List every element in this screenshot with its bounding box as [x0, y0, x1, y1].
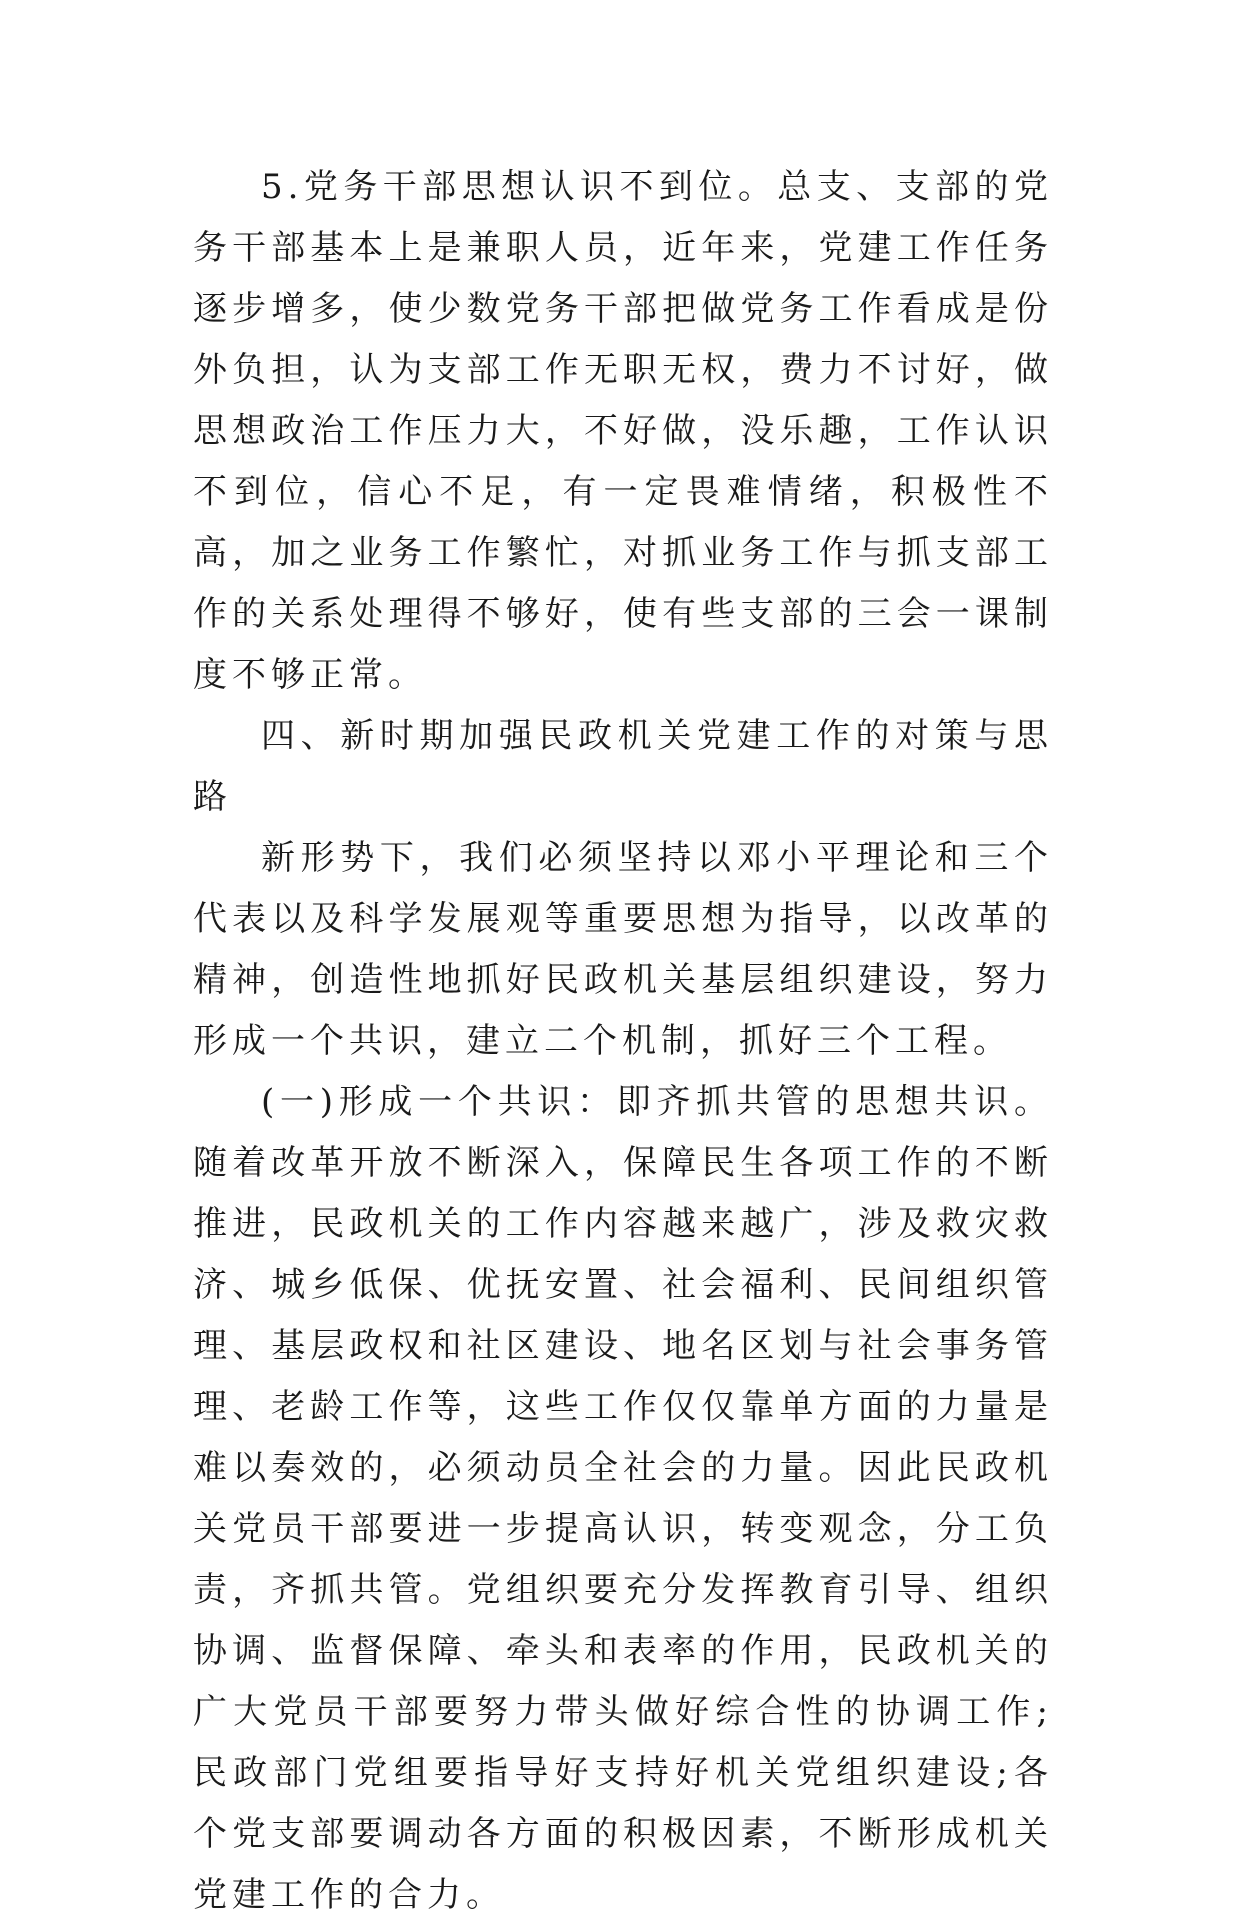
document-body [193, 157, 1053, 1926]
section-heading-four: 四、新时期加强民政机关党建工作的对策与思路 [193, 716, 1053, 817]
paragraph-party-cadre-awareness: 5.党务干部思想认识不到位。总支、支部的党务干部基本上是兼职人员，近年来，党建工作任务逐步增多，使少数党务干部把做党务工作看成是份外负担，认为支部工作无职无权，费力不讨好，做思想政治工作压力大，不好做，没乐趣，工作认识不到位，信心不足，有一定畏难情绪，积极性不高，加之业务工作繁忙，对抓业务工作与抓支部工作的关系处理得不够好，使有些支部的三会一课制度不够正常。 [193, 167, 1053, 695]
paragraph-new-situation: 新形势下，我们必须坚持以邓小平理论和三个代表以及科学发展观等重要思想为指导，以改革的精神，创造性地抓好民政机关基层组织建设，努力形成一个共识，建立二个机制，抓好三个工程。 [193, 838, 1053, 1061]
paragraph-consensus: (一)形成一个共识：即齐抓共管的思想共识。随着改革开放不断深入，保障民生各项工作的不断推进，民政机关的工作内容越来越广，涉及救灾救济、城乡低保、优抚安置、社会福利、民间组织管理、基层政权和社区建设、地名区划与社会事务管理、老龄工作等，这些工作仅仅靠单方面的力量是难以奏效的，必须动员全社会的力量。因此民政机关党员干部要进一步提高认识，转变观念，分工负责，齐抓共管。党组织要充分发挥教育引导、组织协调、监督保障、牵头和表率的作用，民政机关的广大党员干部要努力带头做好综合性的协调工作;民政部门党组要指导好支持好机关党组织建设;各个党支部要调动各方面的积极因素，不断形成机关党建工作的合力。 [193, 1082, 1053, 1915]
